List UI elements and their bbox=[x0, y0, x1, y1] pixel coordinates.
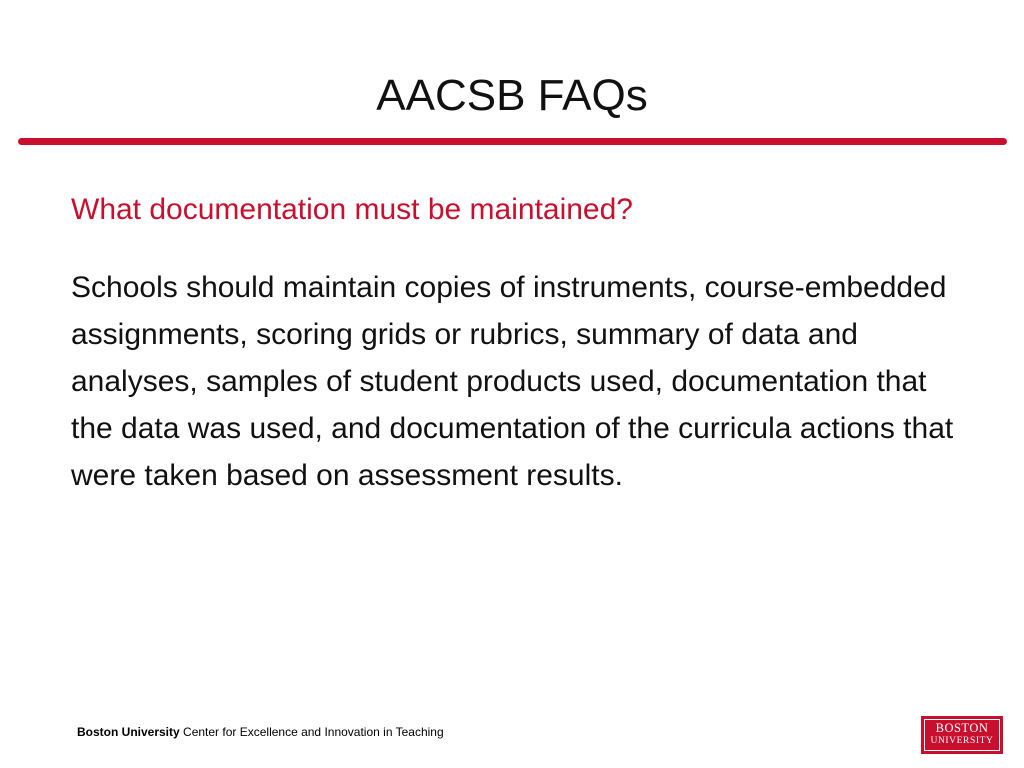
footer bbox=[77, 724, 444, 740]
title-divider bbox=[18, 138, 1007, 145]
faq-answer: Schools should maintain copies of instruments, course-embedded assignments, scoring grids or rubrics, summary of data and analyses, samples of student products used, documentation that the data was used, and documentation of the curricula actions that were taken based on assessment results. bbox=[71, 271, 954, 492]
footer-center-name: Center for Excellence and Innovation in Teaching bbox=[183, 725, 444, 739]
logo-text-university: UNIVERSITY bbox=[930, 736, 994, 746]
footer-org-name: Boston University bbox=[77, 725, 180, 739]
boston-university-logo bbox=[921, 716, 1003, 754]
logo-box bbox=[924, 719, 1000, 751]
logo-text-boston: BOSTON bbox=[935, 721, 989, 735]
slide-title: AACSB FAQs bbox=[376, 71, 648, 120]
faq-question: What documentation must be maintained? bbox=[71, 193, 633, 226]
